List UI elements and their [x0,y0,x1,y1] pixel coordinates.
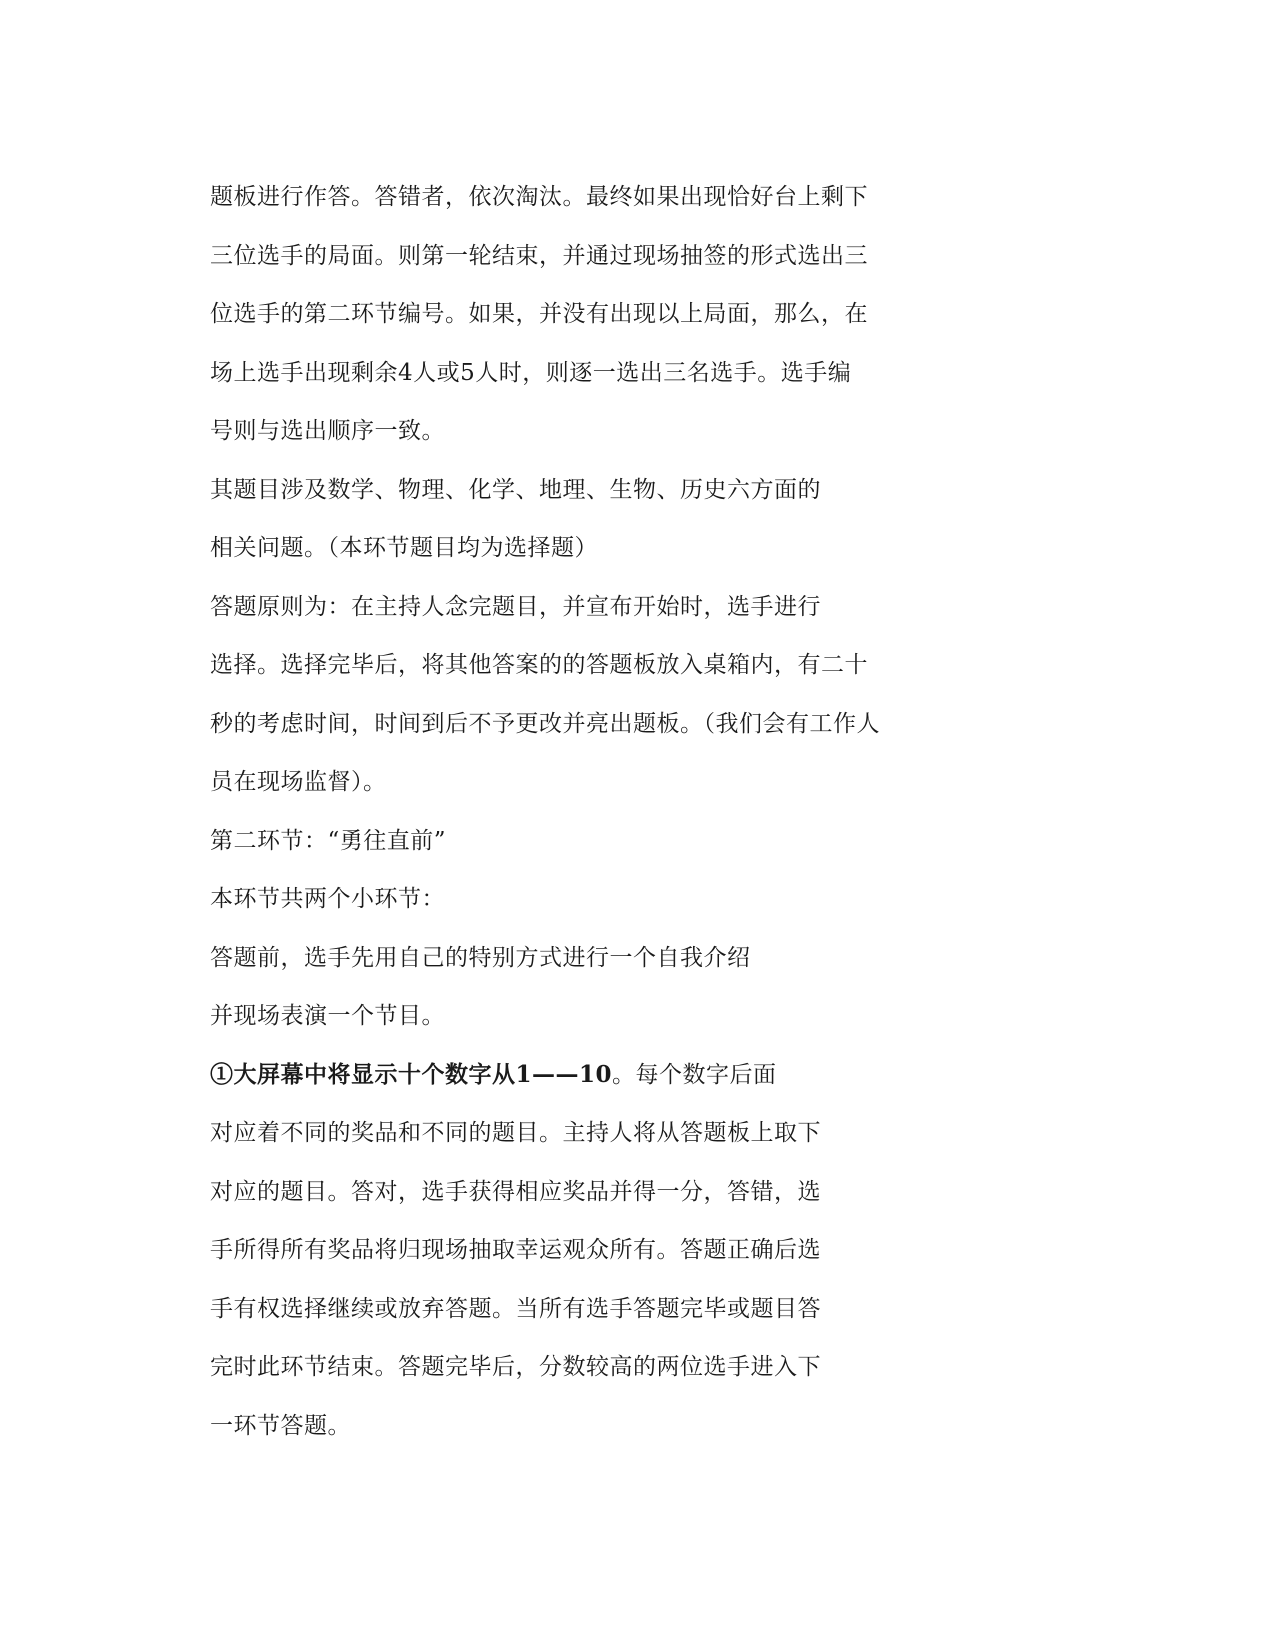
text-line: 并现场表演一个节目。 [210,1003,445,1029]
text-line: 位选手的第二环节编号。如果，并没有出现以上局面，那么，在 [210,301,868,327]
text-line: 题板进行作答。答错者，依次淘汰。最终如果出现恰好台上剩下 [210,184,868,210]
text-line: 三位选手的局面。则第一轮结束，并通过现场抽签的形式选出三 [210,242,868,269]
text-line: 选择。选择完毕后，将其他答案的的答题板放入桌箱内，有二十 [210,652,868,678]
text-line: 对应着不同的奖品和不同的题目。主持人将从答题板上取下 [210,1120,821,1146]
text-line: 答题原则为：在主持人念完题目，并宣布开始时，选手进行 [210,593,821,620]
text-line: 秒的考虑时间，时间到后不予更改并亮出题板。（我们会有工作人 [210,710,880,737]
text-line: 相关问题。（本环节题目均为选择题） [210,535,598,561]
section-heading: 第二环节：“勇往直前” [210,827,447,854]
normal-text: 。每个数字后面 [612,1061,777,1088]
text-line: 其题目涉及数学、物理、化学、地理、生物、历史六方面的 [210,476,821,503]
text-line: 号则与选出顺序一致。 [210,418,445,444]
document-body [210,168,1210,1455]
text-line: 场上选手出现剩余4人或5人时，则逐一选出三名选手。选手编 [210,359,852,386]
bold-text: ①大屏幕中将显示十个数字从1——10 [210,1060,613,1088]
text-line: 完时此环节结束。答题完毕后，分数较高的两位选手进入下 [210,1354,821,1380]
text-line: 手有权选择继续或放弃答题。当所有选手答题完毕或题目答 [210,1295,821,1322]
text-line: 本环节共两个小环节： [210,886,445,912]
mixed-line [210,1046,1210,1105]
text-line: 对应的题目。答对，选手获得相应奖品并得一分，答错，选 [210,1178,821,1205]
text-line: 手所得所有奖品将归现场抽取幸运观众所有。答题正确后选 [210,1237,821,1263]
text-line: 员在现场监督）。 [210,769,387,795]
text-line: 答题前，选手先用自己的特别方式进行一个自我介绍 [210,944,751,971]
text-line: 一环节答题。 [210,1412,351,1439]
